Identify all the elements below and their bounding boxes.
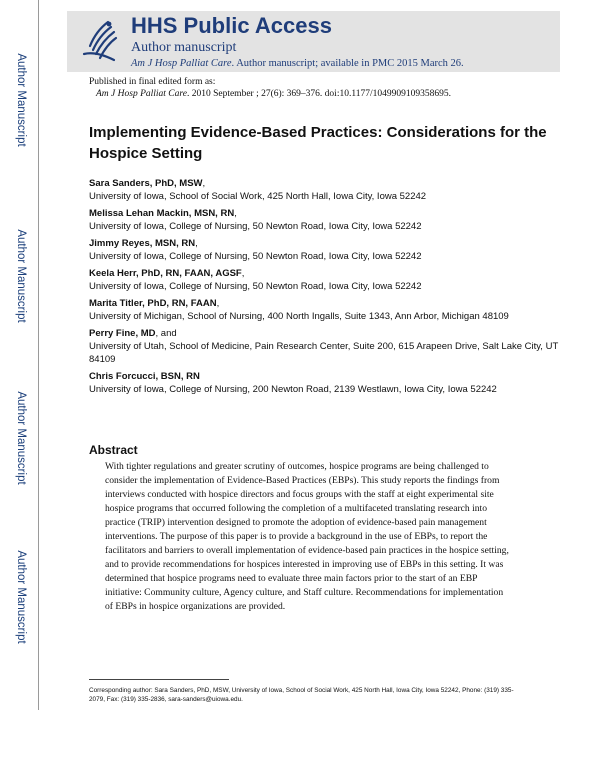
author-affiliation: University of Iowa, College of Nursing, 200 Newton Road, 2139 Westlawn, Iowa City, Iowa 52242 bbox=[89, 384, 497, 395]
author-name: Jimmy Reyes, MSN, RN bbox=[89, 238, 196, 249]
published-label: Published in final edited form as: bbox=[89, 77, 216, 87]
author-suffix: , bbox=[241, 268, 245, 279]
author-suffix: , bbox=[202, 178, 206, 189]
author-suffix: , bbox=[216, 298, 220, 309]
banner-citation bbox=[131, 58, 464, 69]
author-entry bbox=[89, 267, 569, 293]
publication-citation-text: . 2010 September ; 27(6): 369–376. doi:10.1177/1049909109358695. bbox=[186, 89, 452, 99]
footnote-divider bbox=[89, 679, 229, 680]
author-suffix: , bbox=[195, 238, 198, 249]
author-name: Melissa Lehan Mackin, MSN, RN bbox=[89, 208, 235, 219]
author-name: Chris Forcucci, BSN, RN bbox=[89, 371, 200, 382]
side-divider bbox=[38, 0, 39, 710]
author-name: Sara Sanders, PhD, MSW bbox=[89, 178, 203, 189]
author-entry bbox=[89, 207, 569, 233]
abstract-text: With tighter regulations and greater scrutiny of outcomes, hospice programs are being challenged to consider the implementation of Evidence-Based Practices (EBPs). This study reports the findings from interviews conducted with hospice directors and focus groups with the staff at eight experimental site hospice programs that occurred following the completion of a multifaceted translating research into practice (TRIP) intervention designed to promote the adoption of evidence-based pain management interventions. The purpose of this paper is to provide a background in the use of EBPs, to report the facilitators and barriers to overall implementation of evidence-based pain practices in the hospice setting, and to provide recommendations for hospices interested in improving use of EBPs in this setting. It was determined that hospice programs need to evaluate three main factors prior to the start of an EBP initiative: Community culture, Agency culture, and Staff culture. Recommendations for implementation of EBPs in hospice organizations are provided. bbox=[105, 461, 509, 612]
publication-citation bbox=[96, 89, 451, 99]
author-entry bbox=[89, 177, 569, 203]
banner-citation-text: . Author manuscript; available in PMC 2015 March 26. bbox=[231, 58, 464, 69]
banner-subtitle: Author manuscript bbox=[131, 40, 237, 55]
corresponding-author-footnote: Corresponding author: Sara Sanders, PhD, MSW, University of Iowa, School of Social Work, 425 North Hall, Iowa City, Iowa 52242, Phone: (319) 335-2079, Fax: (319) 335-2836, sara-sanders@uiowa.edu. bbox=[89, 687, 514, 703]
author-entry bbox=[89, 327, 569, 366]
author-affiliation: University of Iowa, College of Nursing, 50 Newton Road, Iowa City, Iowa 52242 bbox=[89, 251, 422, 262]
author-list bbox=[89, 177, 569, 400]
author-entry bbox=[89, 237, 569, 263]
banner-title: HHS Public Access bbox=[131, 13, 332, 38]
author-name: Perry Fine, MD bbox=[89, 328, 156, 339]
banner-journal: Am J Hosp Palliat Care bbox=[131, 58, 232, 69]
publication-journal: Am J Hosp Palliat Care bbox=[96, 89, 187, 99]
author-suffix: , and bbox=[155, 328, 177, 339]
author-suffix: , bbox=[234, 208, 237, 219]
author-affiliation: University of Michigan, School of Nursing, 400 North Ingalls, Suite 1343, Ann Arbor, Michigan 48109 bbox=[89, 311, 509, 322]
author-name: Marita Titler, PhD, RN, FAAN bbox=[89, 298, 217, 309]
abstract-heading: Abstract bbox=[89, 443, 138, 457]
side-margin-strip: Author Manuscript Author Manuscript Author Manuscript Author Manuscript bbox=[0, 0, 42, 776]
article-title: Implementing Evidence-Based Practices: Considerations for the Hospice Setting bbox=[89, 124, 547, 162]
author-entry bbox=[89, 297, 569, 323]
author-name: Keela Herr, PhD, RN, FAAN, AGSF bbox=[89, 268, 242, 279]
author-affiliation: University of Utah, School of Medicine, Pain Research Center, Suite 200, 615 Arapeen Drive, Salt Lake City, UT 84109 bbox=[89, 341, 559, 365]
author-affiliation: University of Iowa, College of Nursing, 50 Newton Road, Iowa City, Iowa 52242 bbox=[89, 281, 422, 292]
author-entry bbox=[89, 370, 569, 396]
author-affiliation: University of Iowa, College of Nursing, 50 Newton Road, Iowa City, Iowa 52242 bbox=[89, 221, 422, 232]
hhs-eagle-icon bbox=[78, 18, 124, 64]
author-affiliation: University of Iowa, School of Social Work, 425 North Hall, Iowa City, Iowa 52242 bbox=[89, 191, 427, 202]
